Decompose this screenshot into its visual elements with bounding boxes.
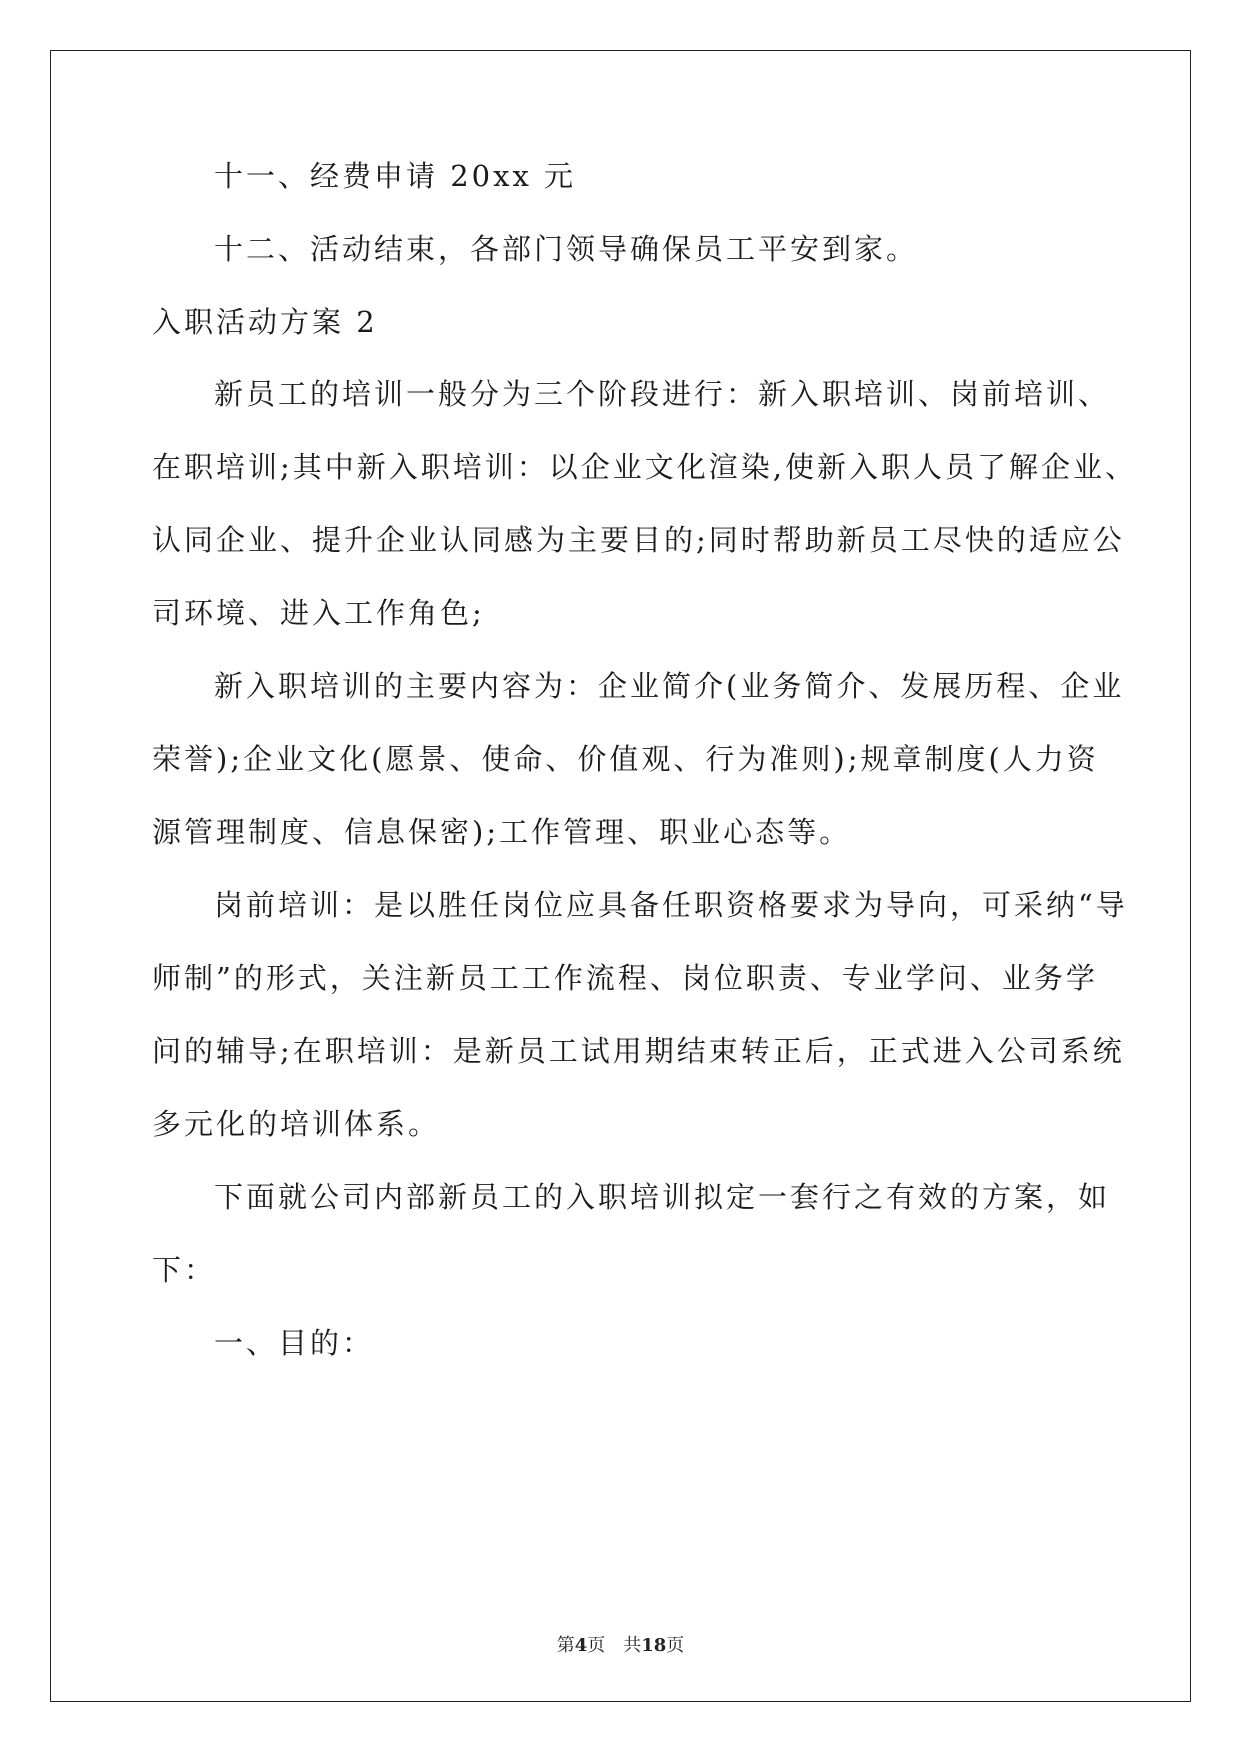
- paragraph-line: 十一、经费申请 20xx 元: [214, 159, 577, 193]
- paragraph-line: 荣誉);企业文化(愿景、使命、价值观、行为准则);规章制度(人力资: [152, 742, 1099, 776]
- current-page-number: 4: [574, 1635, 588, 1656]
- total-pages-suffix: 页: [666, 1635, 685, 1656]
- paragraph-line: 司环境、进入工作角色;: [152, 596, 485, 630]
- paragraph-line: 在职培训;其中新入职培训：以企业文化渲染,使新入职人员了解企业、: [152, 450, 1137, 484]
- paragraph-line: 新入职培训的主要内容为：企业简介(业务简介、发展历程、企业: [214, 669, 1125, 703]
- paragraph-line: 多元化的培训体系。: [152, 1107, 441, 1141]
- paragraph-line: 新员工的培训一般分为三个阶段进行：新入职培训、岗前培训、: [214, 377, 1111, 411]
- paragraph-line: 下：: [152, 1253, 217, 1287]
- paragraph-line: 源管理制度、信息保密);工作管理、职业心态等。: [152, 815, 852, 849]
- page-number-prefix: 第: [556, 1635, 575, 1656]
- total-page-count: 18: [641, 1635, 667, 1656]
- paragraph-line: 十二、活动结束，各部门领导确保员工平安到家。: [214, 232, 919, 266]
- total-pages-prefix: 共: [623, 1635, 642, 1656]
- paragraph-line: 认同企业、提升企业认同感为主要目的;同时帮助新员工尽快的适应公: [152, 523, 1125, 557]
- section-heading: 入职活动方案 2: [152, 305, 378, 339]
- paragraph-line: 岗前培训：是以胜任岗位应具备任职资格要求为导向，可采纳“导: [214, 888, 1128, 922]
- paragraph-line: 问的辅导;在职培训：是新员工试用期结束转正后，正式进入公司系统: [152, 1034, 1125, 1068]
- page-number-suffix: 页: [587, 1635, 606, 1656]
- paragraph-line: 下面就公司内部新员工的入职培训拟定一套行之有效的方案，如: [214, 1180, 1111, 1214]
- paragraph-line: 师制”的形式，关注新员工工作流程、岗位职责、专业学问、业务学: [152, 961, 1098, 995]
- section-heading: 一、目的：: [214, 1326, 375, 1360]
- page-footer: [0, 1634, 1241, 1658]
- page-border: [50, 50, 1191, 1702]
